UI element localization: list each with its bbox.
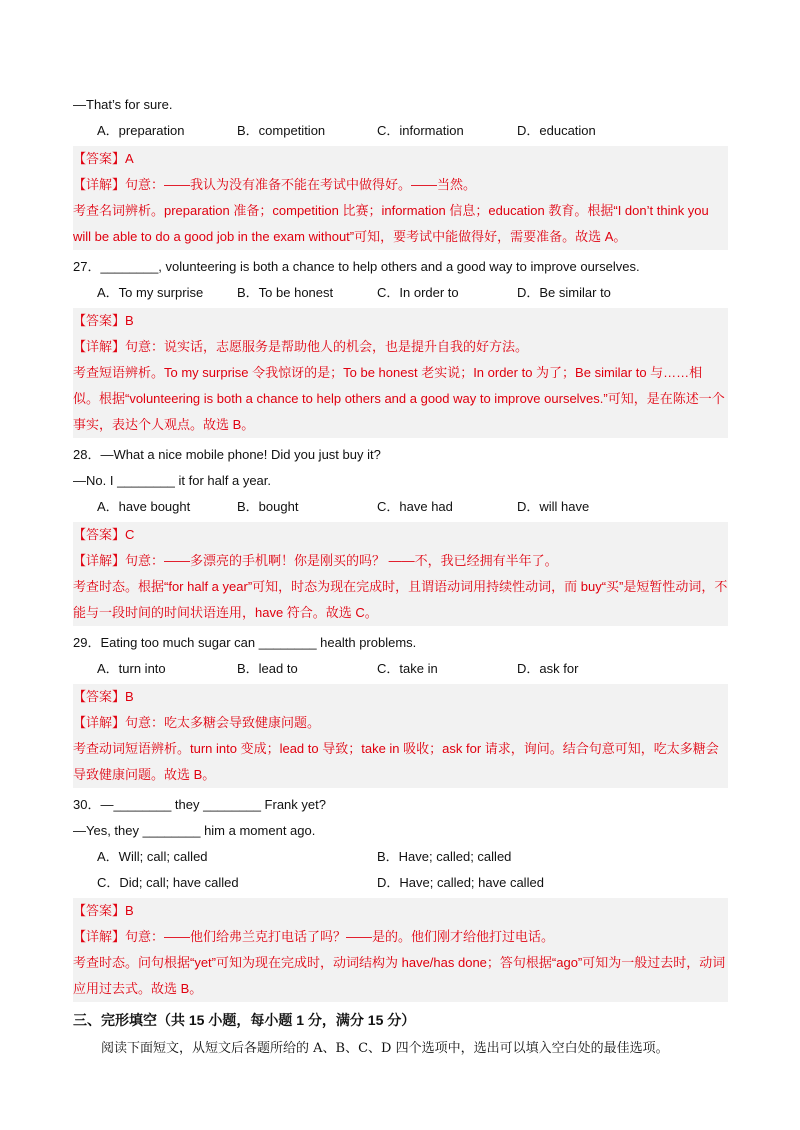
q30-option-b: B．Have; called; called: [377, 849, 512, 864]
q26-option-b: B．competition: [237, 123, 326, 138]
q30-answer: 【答案】B: [73, 903, 134, 918]
q28-option-c: C．have had: [377, 499, 453, 514]
q27-option-d: D．Be similar to: [517, 285, 611, 300]
section-instruction: 阅读下面短文，从短文后各题所给的 A、B、C、D 四个选项中，选出可以填入空白处的最佳选项。: [101, 1041, 669, 1056]
q26-answer-block: [73, 146, 728, 250]
q27-detail: 【详解】句意：说实话，志愿服务是帮助他人的机会，也是提升自我的好方法。: [73, 339, 529, 354]
q29-analysis: 考查动词短语辨析。turn into 变成；lead to 导致；take in 吸收；ask for 请求，询问。结合句意可知，吃太多糖会导致健康问题。故选 B。: [73, 741, 719, 782]
q30-option-a: A．Will; call; called: [97, 849, 208, 864]
q28-option-d: D．will have: [517, 499, 590, 514]
q30-reply: —Yes, they ________ him a moment ago.: [73, 823, 316, 838]
q29-detail: 【详解】句意：吃太多糖会导致健康问题。: [73, 715, 321, 730]
q28-reply: —No. I ________ it for half a year.: [73, 473, 272, 488]
q27-options: [73, 280, 728, 306]
q30-option-c: C．Did; call; have called: [97, 875, 239, 890]
q30-stem: 30．—________ they ________ Frank yet?: [73, 797, 326, 812]
q26-analysis: 考查名词辨析。preparation 准备；competition 比赛；information 信息；education 教育。根据“I don’t think you will be able to do a good job in the exam without”可知，要考试中能做得好，需要准备。故选 A。: [73, 203, 709, 244]
q29-option-c: C．take in: [377, 661, 438, 676]
q26-detail: 【详解】句意：——我认为没有准备不能在考试中做得好。——当然。: [73, 177, 477, 192]
q28-stem: 28．—What a nice mobile phone! Did you just buy it?: [73, 447, 381, 462]
q30-option-d: D．Have; called; have called: [377, 875, 544, 890]
q28-detail: 【详解】句意：——多漂亮的手机啊！你是刚买的吗？ ——不，我已经拥有半年了。: [73, 553, 558, 568]
q30-analysis: 考查时态。问句根据“yet”可知为现在完成时，动词结构为 have/has done；答句根据“ago”可知为一般过去时，动词应用过去式。故选 B。: [73, 955, 726, 996]
q30-answer-block: [73, 898, 728, 1002]
q28-answer: 【答案】C: [73, 527, 135, 542]
q28-options: [73, 494, 728, 520]
q29-answer: 【答案】B: [73, 689, 134, 704]
q30-options-row2: [73, 870, 728, 896]
q28-analysis: 考查时态。根据“for half a year”可知，时态为现在完成时，且谓语动词用持续性动词，而 buy“买”是短暂性动词，不能与一段时间的时间状语连用，have 符合。故选 C。: [73, 579, 728, 620]
q27-stem: 27．________, volunteering is both a chance to help others and a good way to improve ourselves.: [73, 259, 640, 274]
q29-option-d: D．ask for: [517, 661, 579, 676]
section-title: 三、完形填空（共 15 小题，每小题 1 分，满分 15 分）: [73, 1012, 416, 1028]
q29-option-b: B．lead to: [237, 661, 298, 676]
q27-option-c: C．In order to: [377, 285, 459, 300]
q27-option-b: B．To be honest: [237, 285, 334, 300]
q26-reply: —That’s for sure.: [73, 97, 173, 112]
q26-option-c: C．information: [377, 123, 464, 138]
q27-analysis: 考查短语辨析。To my surprise 令我惊讶的是；To be honest 老实说；In order to 为了；Be similar to 与……相似。根据“volunteering is both a chance to help others and a good way to improve ourselves.”可知，是在陈述一个事实，表达个人观点。故选 B。: [73, 365, 725, 432]
q29-options: [73, 656, 728, 682]
q30-options-row1: [73, 844, 728, 870]
q27-answer-block: [73, 308, 728, 438]
q29-answer-block: [73, 684, 728, 788]
q29-stem: 29．Eating too much sugar can ________ health problems.: [73, 635, 417, 650]
q29-option-a: A．turn into: [97, 661, 166, 676]
q28-answer-block: [73, 522, 728, 626]
q26-option-a: A．preparation: [97, 123, 185, 138]
q28-option-a: A．have bought: [97, 499, 191, 514]
q26-answer: 【答案】A: [73, 151, 134, 166]
q26-options: [73, 118, 728, 144]
q26-option-d: D．education: [517, 123, 596, 138]
q27-option-a: A．To my surprise: [97, 285, 204, 300]
q28-option-b: B．bought: [237, 499, 299, 514]
q27-answer: 【答案】B: [73, 313, 134, 328]
exam-page: [73, 92, 728, 1064]
q30-detail: 【详解】句意：——他们给弗兰克打电话了吗？——是的。他们刚才给他打过电话。: [73, 929, 555, 944]
